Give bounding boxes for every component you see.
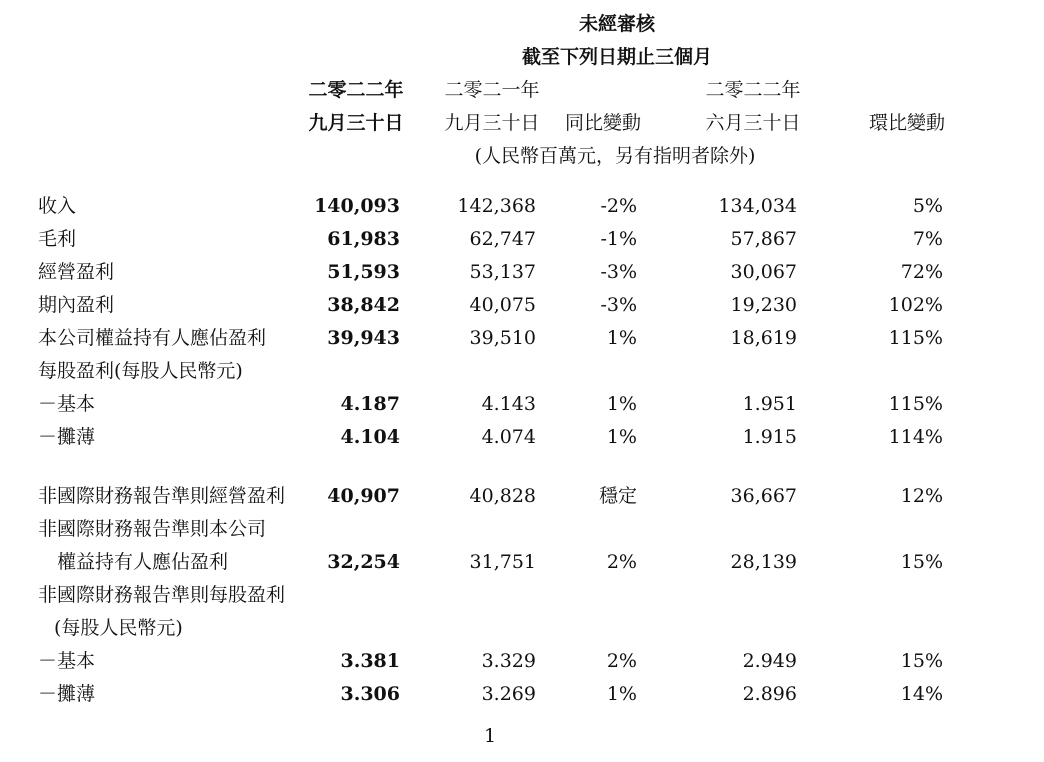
cell-qoq: 114% — [888, 426, 943, 448]
cell-yoy: 2% — [606, 650, 637, 672]
cell-2022q2: 134,034 — [718, 195, 797, 217]
cell-2021q3: 3.269 — [481, 683, 536, 705]
cell-2022q2: 57,867 — [730, 228, 797, 250]
header-title-unaudited: 未經審核 — [578, 13, 656, 35]
cell-yoy: 1% — [606, 426, 637, 448]
cell-2022q3: 51,593 — [327, 261, 400, 283]
col-header-2022q2-date: 六月三十日 — [705, 112, 801, 134]
row-label: (每股人民幣元) — [54, 617, 183, 639]
row-label: －基本 — [38, 393, 96, 415]
cell-qoq: 7% — [912, 228, 943, 250]
col-header-yoy: 同比變動 — [564, 112, 642, 134]
cell-2022q2: 1.951 — [742, 393, 797, 415]
cell-yoy: 2% — [606, 551, 637, 573]
cell-2022q3: 38,842 — [327, 294, 400, 316]
cell-2022q3: 3.381 — [340, 650, 400, 672]
col-header-2022q3-year: 二零二二年 — [308, 79, 404, 101]
row-label: 非國際財務報告準則每股盈利 — [38, 584, 286, 606]
cell-2022q3: 32,254 — [327, 551, 400, 573]
cell-2021q3: 39,510 — [469, 327, 536, 349]
cell-qoq: 102% — [888, 294, 943, 316]
row-label: 權益持有人應佔盈利 — [57, 551, 229, 573]
cell-2021q3: 31,751 — [469, 551, 536, 573]
unit-note: (人民幣百萬元，另有指明者除外) — [474, 145, 756, 167]
row-label: －基本 — [38, 650, 96, 672]
cell-2022q2: 30,067 — [730, 261, 797, 283]
cell-yoy: 1% — [606, 327, 637, 349]
cell-2021q3: 53,137 — [469, 261, 536, 283]
row-label: 期內盈利 — [38, 294, 115, 316]
cell-qoq: 14% — [900, 683, 943, 705]
cell-2021q3: 62,747 — [469, 228, 536, 250]
cell-yoy: 穩定 — [598, 485, 637, 507]
cell-2022q2: 2.896 — [742, 683, 797, 705]
cell-2022q2: 28,139 — [730, 551, 797, 573]
cell-yoy: 1% — [606, 683, 637, 705]
cell-2022q3: 140,093 — [314, 195, 400, 217]
row-label: 經營盈利 — [38, 261, 115, 283]
cell-qoq: 15% — [900, 551, 943, 573]
cell-2021q3: 3.329 — [481, 650, 536, 672]
col-header-2022q2-year: 二零二二年 — [705, 79, 801, 101]
row-label: 非國際財務報告準則經營盈利 — [38, 485, 286, 507]
cell-2021q3: 4.143 — [481, 393, 536, 415]
cell-2022q2: 18,619 — [730, 327, 797, 349]
cell-qoq: 15% — [900, 650, 943, 672]
row-label: 毛利 — [38, 228, 77, 250]
row-label: 本公司權益持有人應佔盈利 — [38, 327, 267, 349]
row-label: －攤薄 — [38, 683, 96, 705]
cell-qoq: 115% — [888, 393, 943, 415]
row-label: 每股盈利(每股人民幣元) — [38, 360, 243, 382]
cell-2022q2: 36,667 — [730, 485, 797, 507]
page-number: 1 — [483, 725, 497, 747]
col-header-2022q3-date: 九月三十日 — [308, 112, 404, 134]
cell-qoq: 115% — [888, 327, 943, 349]
cell-2022q3: 39,943 — [327, 327, 400, 349]
header-title-period: 截至下列日期止三個月 — [521, 46, 713, 68]
cell-yoy: 1% — [606, 393, 637, 415]
cell-yoy: -3% — [600, 261, 637, 283]
cell-2022q3: 4.187 — [340, 393, 400, 415]
cell-qoq: 5% — [912, 195, 943, 217]
cell-2021q3: 4.074 — [481, 426, 536, 448]
col-header-2021q3-date: 九月三十日 — [444, 112, 540, 134]
row-label: －攤薄 — [38, 426, 96, 448]
cell-2022q2: 2.949 — [742, 650, 797, 672]
cell-2021q3: 40,075 — [469, 294, 536, 316]
cell-2022q2: 19,230 — [730, 294, 797, 316]
cell-2022q2: 1.915 — [742, 426, 797, 448]
cell-2022q3: 40,907 — [327, 485, 400, 507]
cell-2022q3: 3.306 — [340, 683, 400, 705]
cell-qoq: 72% — [900, 261, 943, 283]
cell-yoy: -3% — [600, 294, 637, 316]
col-header-2021q3-year: 二零二一年 — [444, 79, 540, 101]
cell-yoy: -2% — [600, 195, 637, 217]
cell-2022q3: 4.104 — [340, 426, 400, 448]
row-label: 非國際財務報告準則本公司 — [38, 518, 267, 540]
col-header-qoq: 環比變動 — [868, 112, 946, 134]
cell-2021q3: 40,828 — [469, 485, 536, 507]
row-label: 收入 — [38, 195, 77, 217]
cell-2022q3: 61,983 — [327, 228, 400, 250]
cell-yoy: -1% — [600, 228, 637, 250]
cell-qoq: 12% — [900, 485, 943, 507]
cell-2021q3: 142,368 — [457, 195, 536, 217]
